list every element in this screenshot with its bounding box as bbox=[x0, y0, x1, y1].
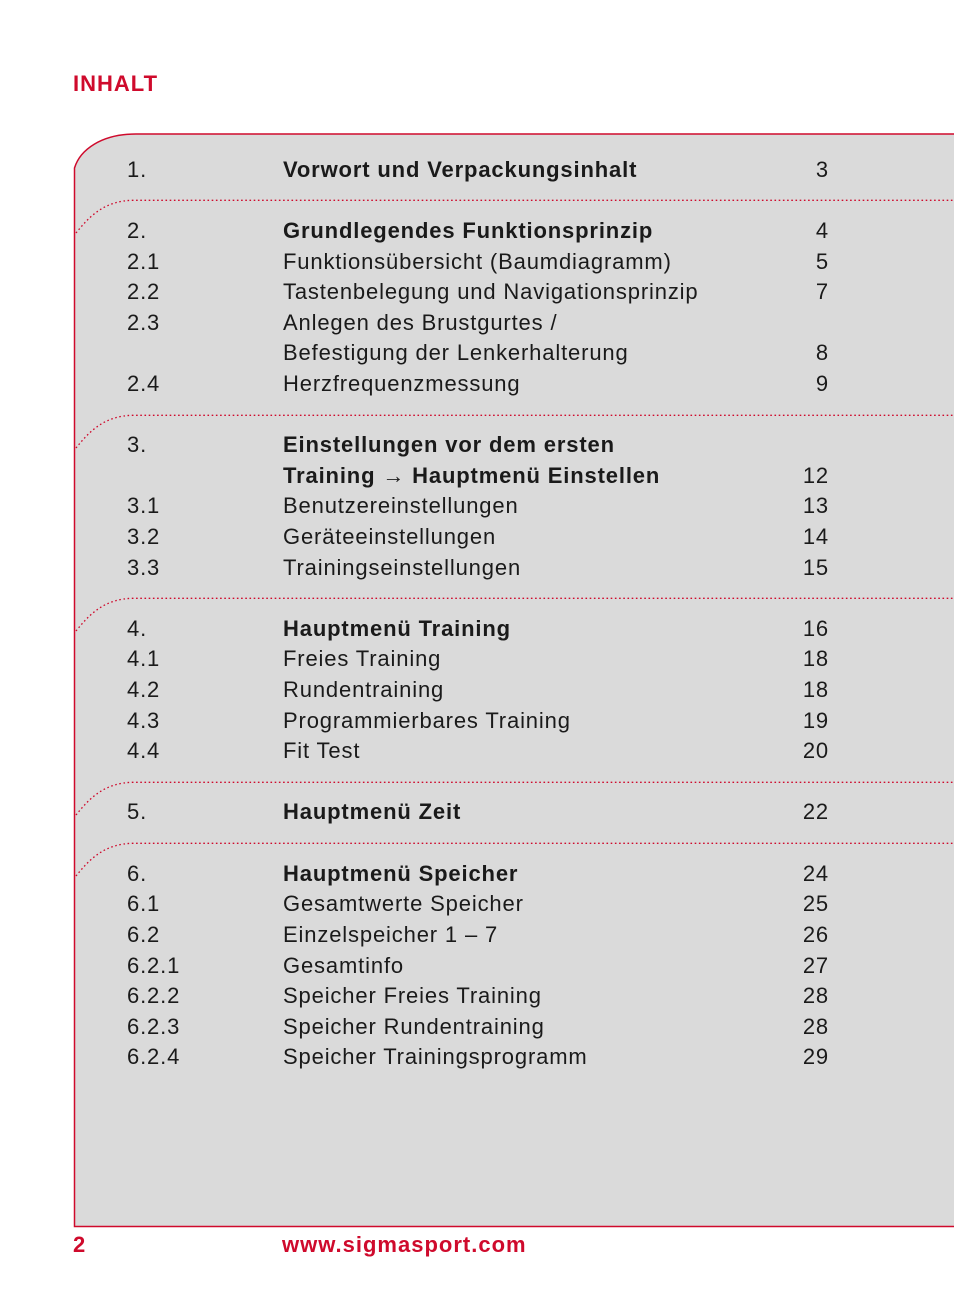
toc-entry-row bbox=[0, 491, 954, 522]
entry-page-number: 25 bbox=[802, 891, 829, 917]
entry-title: Hauptmenü Zeit bbox=[283, 799, 462, 825]
section-divider bbox=[0, 828, 954, 859]
entry-title: Freies Training bbox=[283, 646, 442, 672]
entry-page-number: 16 bbox=[802, 615, 829, 641]
entry-page-number: 4 bbox=[815, 217, 829, 243]
entry-title: Training → Hauptmenü Einstellen bbox=[283, 462, 661, 488]
toc-section bbox=[0, 216, 954, 400]
entry-title: Geräteeinstellungen bbox=[283, 524, 497, 549]
entry-number: 3.2 bbox=[127, 524, 161, 549]
section-divider bbox=[0, 185, 954, 216]
toc-entry-row bbox=[0, 553, 954, 584]
entry-number: 6.1 bbox=[127, 891, 161, 917]
entry-page-number: 18 bbox=[802, 646, 829, 672]
page-title: INHALT bbox=[73, 71, 159, 96]
entry-title: Speicher Rundentraining bbox=[283, 1013, 545, 1039]
entry-number: 2.2 bbox=[127, 279, 161, 305]
entry-number: 3.1 bbox=[127, 493, 161, 519]
entry-number: 2.4 bbox=[127, 370, 161, 396]
entry-page-number: 19 bbox=[802, 707, 829, 733]
toc-entry-row bbox=[0, 308, 954, 339]
entry-page-number: 12 bbox=[802, 462, 829, 488]
section-divider bbox=[0, 767, 954, 798]
entry-page-number: 28 bbox=[802, 1013, 829, 1039]
section-divider bbox=[0, 400, 954, 431]
entry-page-number: 24 bbox=[802, 860, 829, 886]
entry-title: Speicher Freies Training bbox=[283, 983, 542, 1009]
entry-number: 1. bbox=[127, 156, 148, 182]
entry-title: Anlegen des Brustgurtes / bbox=[283, 309, 558, 335]
entry-title: Tastenbelegung und Navigationsprinzip bbox=[283, 279, 699, 305]
entry-title: Rundentraining bbox=[283, 677, 445, 703]
toc-entry-row bbox=[0, 920, 954, 951]
section-divider bbox=[0, 583, 954, 614]
entry-number: 6.2.1 bbox=[127, 952, 181, 978]
toc-entry-row bbox=[0, 675, 954, 706]
entry-page-number: 28 bbox=[802, 983, 829, 1009]
entry-number: 2. bbox=[127, 217, 148, 243]
entry-number: 2.3 bbox=[127, 309, 161, 335]
toc-entry-row bbox=[0, 277, 954, 308]
toc-section bbox=[0, 797, 954, 828]
entry-page-number: 22 bbox=[802, 799, 829, 825]
toc-entry-row bbox=[0, 889, 954, 920]
entry-number: 6.2.2 bbox=[127, 983, 181, 1009]
toc-entry-row bbox=[0, 736, 954, 767]
entry-title: Einstellungen vor dem ersten bbox=[283, 432, 615, 458]
section-heading-row bbox=[0, 614, 954, 645]
entry-title: Grundlegendes Funktionsprinzip bbox=[283, 217, 654, 243]
entry-page-number: 7 bbox=[815, 279, 829, 305]
entry-title: Programmierbares Training bbox=[283, 707, 571, 733]
entry-page-number: 26 bbox=[802, 921, 829, 947]
toc-entry-row bbox=[0, 1042, 954, 1073]
toc-entry-row bbox=[0, 951, 954, 982]
footer-website-link[interactable]: www.sigmasport.com bbox=[282, 1232, 527, 1257]
entry-title: Trainingseinstellungen bbox=[283, 554, 522, 580]
entry-title: Benutzereinstellungen bbox=[283, 493, 519, 519]
entry-number: 3.3 bbox=[127, 554, 161, 580]
entry-page-number: 18 bbox=[802, 677, 829, 703]
toc-entry-row bbox=[0, 981, 954, 1012]
entry-page-number: 9 bbox=[815, 370, 829, 396]
entry-title: Gesamtwerte Speicher bbox=[283, 891, 524, 917]
entry-page-number: 27 bbox=[802, 952, 829, 978]
entry-title: Hauptmenü Training bbox=[283, 615, 511, 641]
toc-section bbox=[0, 614, 954, 767]
entry-number: 3. bbox=[127, 432, 148, 458]
section-heading-row bbox=[0, 461, 954, 492]
entry-title: Hauptmenü Speicher bbox=[283, 860, 519, 886]
entry-number: 4.3 bbox=[127, 707, 161, 733]
toc-entry-row bbox=[0, 522, 954, 553]
toc-section bbox=[0, 859, 954, 1073]
section-heading-row bbox=[0, 797, 954, 828]
toc-entry-row bbox=[0, 247, 954, 278]
entry-title: Herzfrequenzmessung bbox=[283, 370, 521, 396]
section-heading-row bbox=[0, 155, 954, 186]
section-heading-row bbox=[0, 430, 954, 461]
entry-page-number: 3 bbox=[815, 156, 829, 182]
entry-page-number: 20 bbox=[802, 738, 829, 764]
entry-title: Befestigung der Lenkerhalterung bbox=[283, 340, 629, 366]
entry-number: 6.2.3 bbox=[127, 1013, 181, 1039]
entry-title: Vorwort und Verpackungsinhalt bbox=[283, 156, 638, 182]
toc-entry-row bbox=[0, 369, 954, 400]
entry-number: 6.2.4 bbox=[127, 1044, 181, 1070]
entry-page-number: 29 bbox=[802, 1044, 829, 1070]
entry-title: Einzelspeicher 1 – 7 bbox=[283, 921, 499, 947]
toc-entry-row bbox=[0, 644, 954, 675]
entry-title: Speicher Trainingsprogramm bbox=[283, 1044, 588, 1070]
toc-entry-row bbox=[0, 706, 954, 737]
entry-title: Funktionsübersicht (Baumdiagramm) bbox=[283, 248, 672, 274]
footer-page-number: 2 bbox=[73, 1232, 87, 1257]
entry-number: 4.1 bbox=[127, 646, 161, 672]
entry-number: 4.4 bbox=[127, 738, 161, 764]
entry-number: 6.2 bbox=[127, 921, 161, 947]
entry-number: 6. bbox=[127, 860, 148, 886]
entry-title: Fit Test bbox=[283, 738, 361, 764]
entry-number: 4.2 bbox=[127, 677, 161, 703]
entry-title: Gesamtinfo bbox=[283, 952, 404, 978]
section-heading-row bbox=[0, 859, 954, 890]
entry-page-number: 5 bbox=[815, 248, 829, 274]
entry-page-number: 15 bbox=[802, 554, 829, 580]
entry-page-number: 13 bbox=[802, 493, 829, 519]
toc-section bbox=[0, 155, 954, 186]
section-heading-row bbox=[0, 216, 954, 247]
table-of-contents bbox=[0, 155, 954, 1073]
entry-number: 4. bbox=[127, 615, 148, 641]
toc-section bbox=[0, 430, 954, 583]
entry-page-number: 14 bbox=[802, 524, 829, 549]
toc-entry-row bbox=[0, 338, 954, 369]
entry-number: 2.1 bbox=[127, 248, 161, 274]
entry-page-number: 8 bbox=[815, 340, 829, 366]
toc-entry-row bbox=[0, 1012, 954, 1043]
entry-number: 5. bbox=[127, 799, 148, 825]
